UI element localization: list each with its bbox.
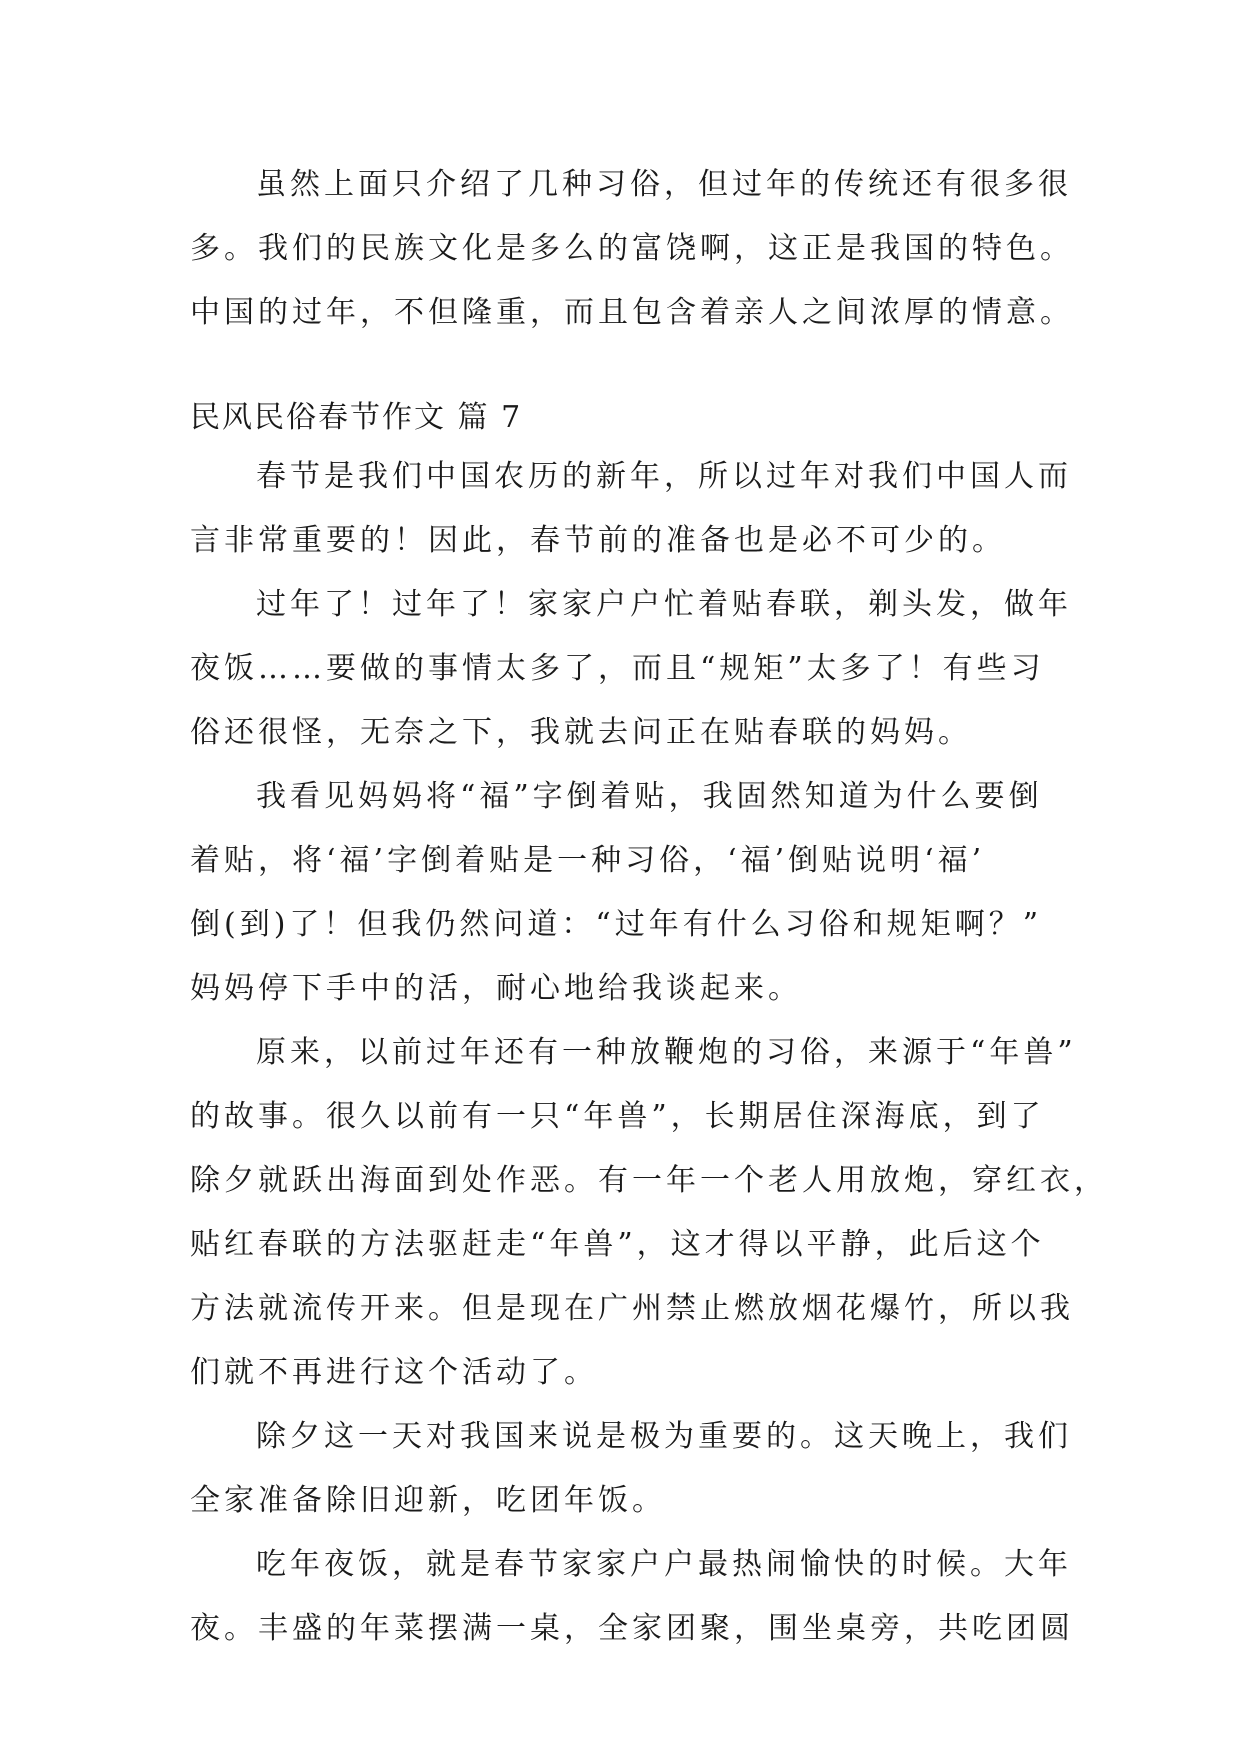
paragraph-line: 原来，以前过年还有一种放鞭炮的习俗，来源于“年兽” <box>256 1035 1077 1070</box>
paragraph-line: 的故事。很久以前有一只“年兽”，长期居住深海底，到了 <box>190 1099 1045 1134</box>
paragraph-line: 我看见妈妈将“福”字倒着贴，我固然知道为什么要倒 <box>256 779 1043 814</box>
paragraph-line: 夜。丰盛的年菜摆满一桌，全家团聚，围坐桌旁，共吃团圆 <box>190 1611 1074 1646</box>
paragraph-line: 春节是我们中国农历的新年，所以过年对我们中国人而 <box>256 459 1072 494</box>
paragraph-line: 过年了！过年了！家家户户忙着贴春联，剃头发，做年 <box>256 587 1072 622</box>
paragraph-line: 虽然上面只介绍了几种习俗，但过年的传统还有很多很 <box>256 167 1072 202</box>
paragraph-line: 言非常重要的！因此，春节前的准备也是必不可少的。 <box>190 523 1006 558</box>
paragraph-line: 俗还很怪，无奈之下，我就去问正在贴春联的妈妈。 <box>190 715 972 750</box>
paragraph-line: 方法就流传开来。但是现在广州禁止燃放烟花爆竹，所以我 <box>190 1291 1074 1326</box>
paragraph-line: 中国的过年，不但隆重，而且包含着亲人之间浓厚的情意。 <box>190 295 1074 330</box>
paragraph-line: 全家准备除旧迎新，吃团年饭。 <box>190 1483 666 1518</box>
paragraph-line: 倒(到)了！但我仍然问道：“过年有什么习俗和规矩啊？” <box>190 907 1043 942</box>
paragraph-line: 着贴，将‘福’字倒着贴是一种习俗，‘福’倒贴说明‘福’ <box>190 843 986 878</box>
paragraph-line: 多。我们的民族文化是多么的富饶啊，这正是我国的特色。 <box>190 231 1074 266</box>
paragraph-line: 贴红春联的方法驱赶走“年兽”，这才得以平静，此后这个 <box>190 1227 1045 1262</box>
paragraph-line: 除夕这一天对我国来说是极为重要的。这天晚上，我们 <box>256 1419 1072 1454</box>
paragraph-line: 夜饭……要做的事情太多了，而且“规矩”太多了！有些习 <box>190 651 1045 686</box>
paragraph-line: 们就不再进行这个活动了。 <box>190 1355 598 1390</box>
paragraph-line: 妈妈停下手中的活，耐心地给我谈起来。 <box>190 971 802 1006</box>
section-heading: 民风民俗春节作文 篇 7 <box>190 400 523 435</box>
paragraph-line: 除夕就跃出海面到处作恶。有一年一个老人用放炮，穿红衣， <box>190 1163 1108 1198</box>
paragraph-line: 吃年夜饭，就是春节家家户户最热闹愉快的时候。大年 <box>256 1547 1072 1582</box>
